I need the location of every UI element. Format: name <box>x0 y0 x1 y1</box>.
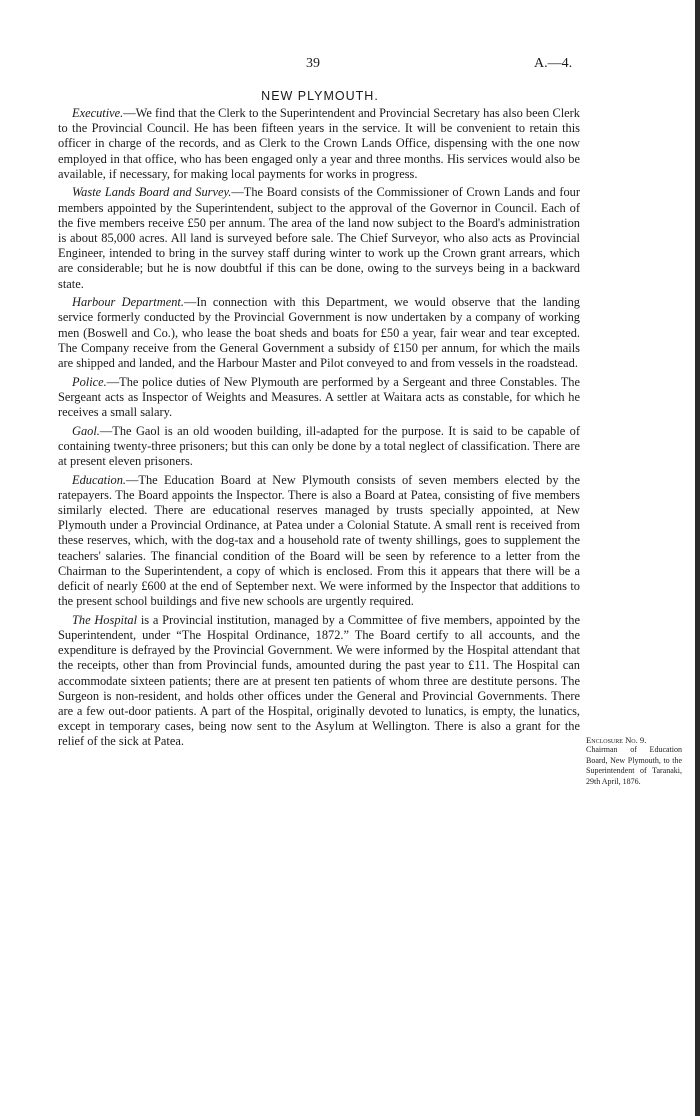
margin-note-body: Chairman of Education Board, New Plymouth, to the Superintendent of Taranaki, 29th April, 1876. <box>586 745 682 786</box>
page-header <box>0 56 700 76</box>
body-text <box>58 106 580 753</box>
scan-edge <box>695 0 700 1116</box>
paragraph-lead: Executive. <box>72 106 124 120</box>
paragraph-harbour <box>58 295 580 371</box>
document-reference: A.—4. <box>534 56 573 71</box>
paragraph-text: —The Education Board at New Plymouth consists of seven members elected by the ratepayers. The Board appoints the Inspector. There is also a Board at Patea, consisting of five members similarly elected. There are educational reserves managed by trusts specially appointed, at New Plymouth under a Provincial Ordinance, at Patea under a Colonial Statute. A small rent is received from these reserves, which, with the dog-tax and a household rate of twenty shillings, goes to supplement the teachers' salaries. The financial condition of the Board will be seen by reference to a letter from the Chairman to the Superintendent, a copy of which is enclosed. From this it appears that there will be a deficit of nearly £600 at the end of September next. We were informed by the Inspector that additions to the present school buildings and five new schools are urgently required. <box>58 472 580 609</box>
page-number: 39 <box>306 56 320 71</box>
section-heading: NEW PLYMOUTH. <box>261 89 379 103</box>
paragraph-gaol <box>58 424 580 470</box>
paragraph-hospital <box>58 613 580 750</box>
paragraph-text: —The Gaol is an old wooden building, ill-adapted for the purpose. It is said to be capable of containing twenty-three prisoners; but this can only be done by a total neglect of classification. There are at present eleven prisoners. <box>58 423 580 469</box>
margin-note <box>586 735 682 787</box>
paragraph-lead: Waste Lands Board and Survey. <box>72 185 232 200</box>
paragraph-text: is a Provincial institution, managed by a Committee of five members, appointed by the Superintendent, under “The Hospital Ordinance, 1872.” The Board certify to all accounts, and the expenditure is defrayed by the Provincial Government. We were informed by the Hospital attendant that the receipts, other than from Provincial funds, amounted during the past year to £11. The Hospital can accommodate sixteen patients; there are at present ten patients of whom three are destitute persons. The Surgeon is non-resident, and holds other offices under the General and Provincial Governments. There are a few out-door patients. A part of the Hospital, originally devoted to lunatics, is empty, the lunatics, except in temporary cases, being now sent to the Asylum at Wellington. There is also a grant for the relief of the sick at Patea. <box>58 612 580 749</box>
paragraph-text: —In connection with this Department, we would observe that the landing service formerly conducted by the Provincial Government is now undertaken by a company of working men (Boswell and Co.), who lease the boat sheds and boats for £50 a year, fair wear and tear excepted. The Company receive from the General Government a subsidy of £150 per annum, for which the mails are shipped and landed, and the Harbour Master and Pilot conveyed to and from vessels in the roadstead. <box>58 295 581 371</box>
paragraph-lead: Gaol. <box>72 423 100 438</box>
margin-note-head: Enclosure No. 9. <box>586 735 647 745</box>
paragraph-police <box>58 375 580 421</box>
paragraph-lead: Education. <box>72 472 127 487</box>
paragraph-text: —We find that the Clerk to the Superintendent and Provincial Secretary has also been Clerk to the Provincial Council. He has been fifteen years in the service. It will be convenient to retain this officer in charge of the records, and as Clerk to the Crown Lands Office, dispensing with the one now employed in that office, who has been engaged only a year and three months. His services would also be available, if necessary, for making local payments for works in progress. <box>58 106 580 181</box>
paragraph-lead: Police. <box>72 374 107 389</box>
paragraph-waste-lands <box>58 185 580 291</box>
paragraph-executive <box>58 106 580 182</box>
paragraph-lead: The Hospital <box>72 612 138 627</box>
paragraph-education <box>58 473 580 610</box>
paragraph-lead: Harbour Department. <box>72 295 184 310</box>
paragraph-text: —The Board consists of the Commissioner of Crown Lands and four members appointed by the Superintendent, subject to the approval of the Governor in Council. Each of the five members receive £50 per annum. The area of the land now subject to the Board's administration is about 85,000 acres. All land is surveyed before sale. The Chief Surveyor, who also acts as Provincial Engineer, intended to bring in the survey staff during winter to work up the Crown grant arrears, which are considerable; but he is now doubtful if this can be done, owing to the surveys being in a backward state. <box>58 185 581 291</box>
paragraph-text: —The police duties of New Plymouth are performed by a Sergeant and three Constables. The Sergeant acts as Inspector of Weights and Measures. A settler at Waitara acts as constable, for which he receives a small salary. <box>58 374 580 420</box>
